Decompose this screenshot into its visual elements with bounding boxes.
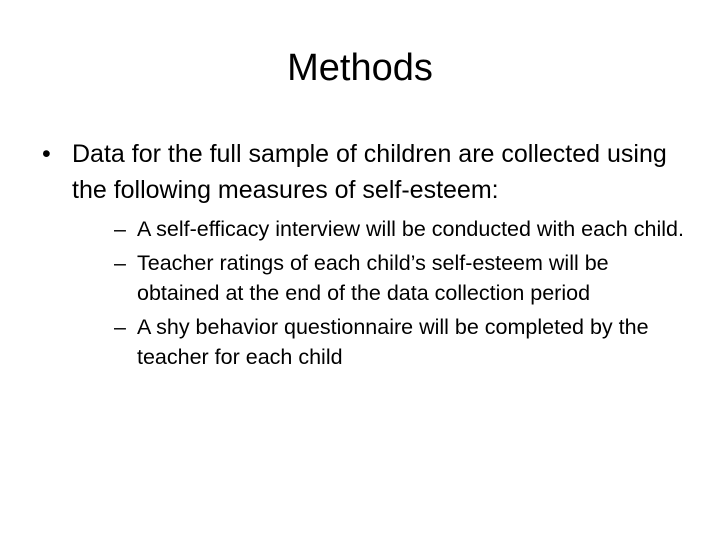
sub-bullet-text: Teacher ratings of each child’s self-esteem will be obtained at the end of the data collection period bbox=[137, 251, 609, 305]
sub-bullet-item bbox=[72, 248, 696, 308]
bullet-item bbox=[36, 136, 696, 372]
sub-bullet-item bbox=[72, 214, 696, 244]
sub-bullet-text: A self-efficacy interview will be conducted with each child. bbox=[137, 217, 684, 241]
bullet-list bbox=[36, 136, 696, 376]
dash-icon: – bbox=[114, 315, 126, 339]
sub-bullet-item bbox=[72, 312, 696, 372]
dash-icon: – bbox=[114, 217, 126, 241]
sub-bullet-text: A shy behavior questionnaire will be completed by the teacher for each child bbox=[137, 315, 649, 369]
dash-icon: – bbox=[114, 251, 126, 275]
bullet-dot-icon: • bbox=[42, 140, 51, 168]
bullet-text: Data for the full sample of children are collected using the following measures of self-esteem: bbox=[72, 140, 667, 204]
sub-bullet-list bbox=[72, 214, 696, 372]
slide-title: Methods bbox=[287, 47, 433, 89]
